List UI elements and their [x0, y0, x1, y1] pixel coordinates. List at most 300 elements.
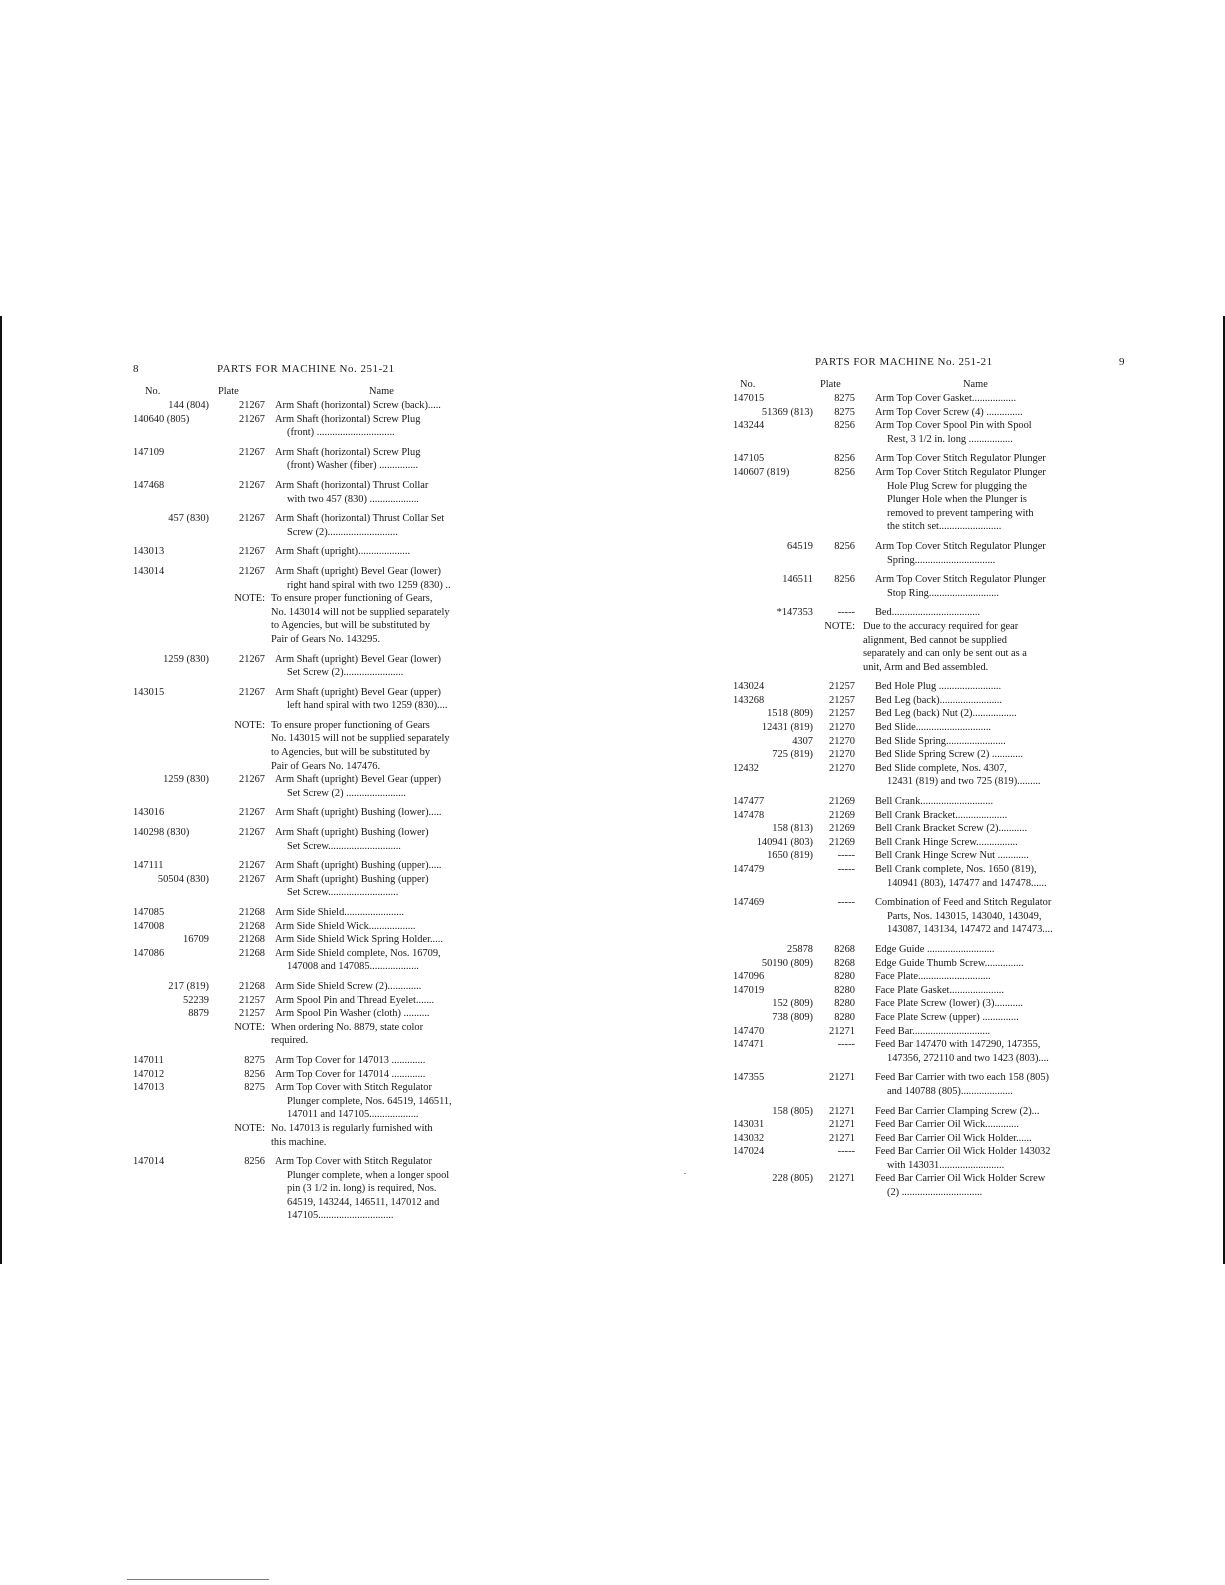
- part-name-line: Arm Top Cover Stitch Regulator Plunger: [875, 453, 1046, 465]
- part-name-line: Plunger Hole when the Plunger is: [887, 494, 1027, 506]
- note-line: Due to the accuracy required for gear: [863, 620, 1019, 632]
- plate-number: 21271: [829, 1025, 855, 1037]
- part-name-line: Arm Side Shield Wick..................: [275, 920, 416, 932]
- part-name-line: Bed Hole Plug ........................: [875, 681, 1002, 693]
- note-row: [133, 592, 533, 646]
- column-header-plate: Plate: [820, 379, 841, 390]
- part-name: [265, 1155, 533, 1223]
- column-header-plate: Plate: [218, 386, 239, 397]
- plate-number: 8256: [244, 1068, 265, 1080]
- part-name-line: the stitch set........................: [887, 521, 1002, 533]
- plate-number: 21267: [239, 860, 265, 872]
- part-name-line: Arm Spool Pin Washer (cloth) ..........: [275, 1008, 430, 1020]
- part-name-line: Feed Bar Carrier with two each 158 (805): [875, 1072, 1049, 1084]
- note-line: to Agencies, but will be substituted by: [271, 620, 431, 632]
- part-name-line: Edge Guide Thumb Screw...............: [875, 957, 1024, 969]
- plate-number: 8256: [834, 453, 855, 465]
- part-name: [855, 680, 1145, 694]
- note-line: When ordering No. 8879, state color: [271, 1021, 424, 1033]
- part-name-line: Arm Shaft (upright) Bevel Gear (upper): [275, 686, 441, 698]
- note-text: [265, 1021, 533, 1048]
- table-row: [133, 1155, 533, 1223]
- plate-number: 8275: [244, 1082, 265, 1094]
- part-name-line: Face Plate Screw (lower) (3)...........: [875, 998, 1024, 1010]
- plate-number: 21268: [239, 934, 265, 946]
- part-number: 147468: [133, 479, 165, 491]
- part-number: 143015: [133, 686, 165, 698]
- part-name-line: Feed Bar Carrier Oil Wick Holder 143032: [875, 1146, 1051, 1158]
- plate-number: 21270: [829, 722, 855, 734]
- part-name-line: Arm Shaft (upright) Bushing (lower): [275, 827, 429, 839]
- part-number: 147024: [733, 1146, 765, 1158]
- part-number: 158 (813): [772, 823, 813, 835]
- plate-number: 21268: [239, 947, 265, 959]
- part-name-line: Bed Leg (back) Nut (2).................: [875, 708, 1017, 720]
- part-name-line: Parts, Nos. 143015, 143040, 143049,: [887, 910, 1042, 922]
- table-row: [733, 896, 1145, 937]
- table-row: [133, 565, 533, 592]
- part-name-line: Arm Shaft (upright) Bevel Gear (lower): [275, 565, 441, 577]
- plate-number: 21267: [239, 446, 265, 458]
- table-row: [733, 1145, 1145, 1172]
- note-line: To ensure proper functioning of Gears,: [271, 593, 433, 605]
- part-name: [855, 1145, 1145, 1172]
- part-number: 16709: [183, 934, 209, 946]
- part-name: [855, 1172, 1145, 1199]
- table-row: [133, 512, 533, 539]
- part-number: 1259 (830): [163, 774, 209, 786]
- table-row: [133, 933, 533, 947]
- table-row: [733, 970, 1145, 984]
- plate-number: 8256: [834, 420, 855, 432]
- note-line: unit, Arm and Bed assembled.: [863, 661, 989, 673]
- part-name-line: Plunger complete, Nos. 64519, 146511,: [287, 1095, 452, 1107]
- part-number: 147012: [133, 1068, 165, 1080]
- note-text: [265, 592, 533, 646]
- part-name-line: Arm Shaft (upright) Bushing (lower).....: [275, 807, 442, 819]
- table-row: [733, 748, 1145, 762]
- part-name-line: Arm Top Cover Stitch Regulator Plunger: [875, 466, 1046, 478]
- plate-number: 8256: [834, 574, 855, 586]
- part-name-line: Set Screw...........................: [287, 887, 399, 899]
- plate-number: 21269: [829, 796, 855, 808]
- part-name: [855, 540, 1145, 567]
- part-number: 12431 (819): [761, 722, 813, 734]
- part-number: 140941 (803): [756, 836, 813, 848]
- right-page-number: 9: [1119, 356, 1125, 368]
- part-number: 25878: [787, 943, 813, 955]
- part-name-line: Arm Shaft (upright) Bushing (upper): [275, 873, 429, 885]
- plate-number: 21267: [239, 400, 265, 411]
- part-number: 143014: [133, 565, 165, 577]
- part-name-line: Combination of Feed and Stitch Regulator: [875, 897, 1052, 909]
- part-name: [855, 1038, 1145, 1065]
- part-name-line: Arm Shaft (horizontal) Thrust Collar: [275, 479, 429, 491]
- note-line: No. 143015 will not be supplied separately: [271, 733, 450, 745]
- plate-number: 21269: [829, 809, 855, 821]
- table-row: [133, 653, 533, 680]
- left-column-headers: [133, 385, 533, 399]
- part-name-line: (2) ...............................: [887, 1187, 983, 1199]
- plate-number: 21269: [829, 823, 855, 835]
- table-row: [733, 707, 1145, 721]
- part-name: [265, 947, 533, 974]
- part-name: [855, 1011, 1145, 1025]
- part-number: 158 (805): [772, 1105, 813, 1117]
- part-name-line: Feed Bar..............................: [875, 1025, 991, 1037]
- part-name: [265, 859, 533, 873]
- part-name-line: Bed Slide Spring Screw (2) ............: [875, 749, 1024, 761]
- part-name-line: Hole Plug Screw for plugging the: [887, 480, 1027, 492]
- part-name: [265, 545, 533, 559]
- left-parts-list: [133, 399, 533, 1223]
- table-row: [133, 1007, 533, 1021]
- plate-number: 21268: [239, 920, 265, 932]
- table-row: [733, 406, 1145, 420]
- table-row: [133, 947, 533, 974]
- note-row: [133, 1021, 533, 1048]
- table-row: [733, 392, 1145, 406]
- note-label: NOTE:: [234, 1122, 265, 1134]
- plate-number: 21267: [239, 479, 265, 491]
- part-name-line: 147356, 272110 and two 1423 (803)....: [887, 1052, 1049, 1064]
- part-name: [855, 809, 1145, 823]
- part-number: 147015: [733, 393, 765, 404]
- part-name-line: Bed Slide.............................: [875, 722, 992, 734]
- part-name-line: Face Plate Screw (upper) ..............: [875, 1011, 1019, 1023]
- part-name-line: Arm Shaft (upright) Bevel Gear (lower): [275, 653, 441, 665]
- note-text: [265, 1122, 533, 1149]
- note-row: [133, 719, 533, 773]
- part-name-line: Arm Side Shield Screw (2).............: [275, 980, 422, 992]
- part-name-line: Arm Side Shield complete, Nos. 16709,: [275, 947, 441, 959]
- plate-number: 21271: [829, 1132, 855, 1144]
- plate-number: 21271: [829, 1173, 855, 1185]
- column-header-name: Name: [369, 386, 394, 397]
- scan-edge-left: [0, 316, 2, 1264]
- part-name-line: Bell Crank Hinge Screw................: [875, 836, 1018, 848]
- part-name-line: Arm Shaft (upright) Bushing (upper).....: [275, 860, 442, 872]
- note-text: [265, 719, 533, 773]
- plate-number: 8280: [834, 998, 855, 1010]
- table-row: [733, 419, 1145, 446]
- part-name: [265, 994, 533, 1008]
- plate-number: 8280: [834, 984, 855, 996]
- plate-number: 8275: [244, 1054, 265, 1066]
- plate-number: 21257: [239, 1008, 265, 1020]
- part-name-line: Face Plate Gasket.....................: [875, 984, 1004, 996]
- part-name: [855, 406, 1145, 420]
- part-name-line: Arm Top Cover Stitch Regulator Plunger: [875, 574, 1046, 586]
- plate-number: 21271: [829, 1105, 855, 1117]
- plate-number: -----: [837, 850, 855, 862]
- part-number: 12432: [733, 762, 759, 774]
- table-row: [733, 1071, 1145, 1098]
- table-row: [133, 545, 533, 559]
- part-number: 140298 (830): [133, 827, 190, 839]
- note-text: [855, 620, 1145, 674]
- part-name-line: Arm Top Cover with Stitch Regulator: [275, 1156, 432, 1168]
- part-number: 147105: [733, 453, 765, 465]
- part-name-line: 143087, 143134, 147472 and 147473....: [887, 924, 1053, 936]
- part-number: 457 (830): [168, 513, 209, 525]
- part-name: [855, 694, 1145, 708]
- table-row: [733, 984, 1145, 998]
- table-row: [733, 1105, 1145, 1119]
- part-name-line: Bed Slide Spring.......................: [875, 735, 1006, 747]
- part-name-line: Spring...............................: [887, 554, 996, 566]
- note-row: [133, 1122, 533, 1149]
- table-row: [133, 873, 533, 900]
- part-name: [265, 826, 533, 853]
- part-name: [265, 1081, 533, 1122]
- plate-number: 21270: [829, 735, 855, 747]
- part-number: 143016: [133, 807, 165, 819]
- table-row: [733, 540, 1145, 567]
- part-name-line: Feed Bar Carrier Oil Wick.............: [875, 1119, 1019, 1131]
- table-row: [133, 920, 533, 934]
- part-number: 147019: [733, 984, 765, 996]
- part-number: 147096: [733, 971, 765, 983]
- part-number: 147013: [133, 1082, 165, 1094]
- plate-number: 8256: [244, 1156, 265, 1168]
- note-label: NOTE:: [234, 593, 265, 605]
- part-name: [855, 984, 1145, 998]
- part-name-line: Screw (2)...........................: [287, 526, 398, 538]
- part-name: [265, 806, 533, 820]
- part-number: 147479: [733, 864, 765, 875]
- part-number: 143013: [133, 546, 165, 558]
- table-row: [733, 466, 1145, 534]
- table-row: [733, 836, 1145, 850]
- table-row: [133, 773, 533, 800]
- part-name: [855, 606, 1145, 620]
- part-name: [265, 1068, 533, 1082]
- part-name: [265, 873, 533, 900]
- plate-number: -----: [837, 897, 855, 909]
- part-name-line: (front) ..............................: [287, 427, 395, 439]
- part-name-line: Feed Bar Carrier Oil Wick Holder......: [875, 1132, 1032, 1144]
- table-row: [133, 806, 533, 820]
- note-label: NOTE:: [234, 719, 265, 731]
- part-number: 50504 (830): [157, 873, 209, 885]
- part-name: [265, 906, 533, 920]
- part-name: [855, 822, 1145, 836]
- column-header-no: No.: [145, 386, 161, 397]
- part-number: 147477: [733, 796, 765, 808]
- part-name: [855, 721, 1145, 735]
- part-name: [855, 1071, 1145, 1098]
- table-row: [733, 721, 1145, 735]
- part-number: 8879: [188, 1008, 209, 1020]
- table-row: [733, 1025, 1145, 1039]
- plate-number: 21257: [829, 681, 855, 693]
- part-name-line: Bell Crank complete, Nos. 1650 (819),: [875, 864, 1037, 875]
- table-row: [733, 1172, 1145, 1199]
- plate-number: -----: [837, 1039, 855, 1051]
- column-header-no: No.: [740, 379, 756, 390]
- part-number: 228 (805): [772, 1173, 813, 1185]
- part-name-line: Bed Leg (back)........................: [875, 694, 1002, 706]
- part-name-line: 12431 (819) and two 725 (819).........: [887, 776, 1041, 788]
- part-number: 147469: [733, 897, 765, 909]
- part-name: [855, 1105, 1145, 1119]
- note-line: No. 143014 will not be supplied separately: [271, 606, 450, 618]
- part-name-line: 147105.............................: [287, 1210, 394, 1222]
- plate-number: 21267: [239, 565, 265, 577]
- part-number: 50190 (809): [761, 957, 813, 969]
- part-name-line: Arm Shaft (horizontal) Screw Plug: [275, 446, 421, 458]
- part-name-line: Arm Top Cover Gasket.................: [875, 393, 1017, 404]
- table-row: [733, 680, 1145, 694]
- part-name-line: Arm Shaft (horizontal) Thrust Collar Set: [275, 513, 445, 525]
- part-number: 152 (809): [772, 998, 813, 1010]
- part-number: 725 (819): [772, 749, 813, 761]
- table-row: [133, 1054, 533, 1068]
- part-number: 143032: [733, 1132, 765, 1144]
- part-number: 217 (819): [168, 980, 209, 992]
- part-name: [855, 748, 1145, 762]
- part-name-line: Bed..................................: [875, 607, 981, 619]
- part-number: 140607 (819): [733, 466, 790, 478]
- part-name: [265, 686, 533, 713]
- table-row: [133, 859, 533, 873]
- plate-number: 21257: [829, 694, 855, 706]
- plate-number: 21267: [239, 873, 265, 885]
- part-number: 143244: [733, 420, 765, 432]
- part-number: 147008: [133, 920, 165, 932]
- table-row: [133, 413, 533, 440]
- plate-number: 8280: [834, 971, 855, 983]
- part-name-line: Feed Bar Carrier Clamping Screw (2)...: [875, 1105, 1040, 1117]
- right-parts-list: [733, 392, 1145, 1200]
- part-name: [265, 446, 533, 473]
- part-name-line: 147011 and 147105...................: [287, 1109, 419, 1121]
- table-row: [133, 686, 533, 713]
- part-name: [855, 970, 1145, 984]
- plate-number: 21270: [829, 762, 855, 774]
- part-name: [265, 399, 533, 413]
- table-row: [133, 446, 533, 473]
- plate-number: 8275: [834, 406, 855, 418]
- part-name: [855, 1132, 1145, 1146]
- note-line: Pair of Gears No. 143295.: [271, 633, 381, 645]
- part-name-line: Feed Bar Carrier Oil Wick Holder Screw: [875, 1173, 1046, 1185]
- table-row: [133, 1081, 533, 1122]
- table-row: [733, 1132, 1145, 1146]
- part-name-line: Plunger complete, when a longer spool: [287, 1169, 450, 1181]
- table-row: [733, 762, 1145, 789]
- part-name: [265, 653, 533, 680]
- plate-number: 21270: [829, 749, 855, 761]
- plate-number: -----: [837, 1146, 855, 1158]
- part-name-line: left hand spiral with two 1259 (830)....: [287, 700, 448, 712]
- right-page-header: [733, 356, 1145, 378]
- scan-speck: [684, 1173, 686, 1174]
- plate-number: 8256: [834, 540, 855, 552]
- note-line: Pair of Gears No. 147476.: [271, 760, 381, 772]
- plate-number: 21271: [829, 1072, 855, 1084]
- plate-number: 8280: [834, 1011, 855, 1023]
- part-name: [855, 762, 1145, 789]
- part-name-line: with two 457 (830) ...................: [287, 493, 419, 505]
- part-name: [855, 863, 1145, 890]
- right-page-title: PARTS FOR MACHINE No. 251-21: [815, 356, 993, 368]
- part-number: *147353: [776, 607, 813, 619]
- part-name-line: Bell Crank............................: [875, 796, 994, 808]
- plate-number: -----: [837, 864, 855, 875]
- part-name-line: right hand spiral with two 1259 (830) ..: [287, 579, 451, 591]
- table-row: [733, 1011, 1145, 1025]
- note-line: to Agencies, but will be substituted by: [271, 747, 431, 759]
- note-line: To ensure proper functioning of Gears: [271, 719, 430, 731]
- note-label: NOTE:: [824, 620, 855, 632]
- plate-number: 21257: [239, 994, 265, 1006]
- part-name-line: Set Screw............................: [287, 840, 401, 852]
- part-name-line: Set Screw (2) .......................: [287, 787, 406, 799]
- part-name: [855, 1025, 1145, 1039]
- table-row: [733, 997, 1145, 1011]
- part-name: [855, 573, 1145, 600]
- column-header-name: Name: [963, 379, 988, 390]
- part-name: [265, 1007, 533, 1021]
- table-row: [133, 906, 533, 920]
- bottom-link-underline: [127, 1579, 269, 1580]
- plate-number: 21267: [239, 827, 265, 839]
- part-name-line: 64519, 143244, 146511, 147012 and: [287, 1196, 440, 1208]
- part-name-line: Arm Top Cover with Stitch Regulator: [275, 1082, 432, 1094]
- part-name-line: Arm Top Cover for 147014 .............: [275, 1068, 426, 1080]
- part-name: [265, 512, 533, 539]
- table-row: [133, 980, 533, 994]
- part-name-line: Arm Shaft (upright) Bevel Gear (upper): [275, 774, 441, 786]
- plate-number: 8268: [834, 943, 855, 955]
- part-number: 1518 (809): [767, 708, 813, 720]
- note-line: No. 147013 is regularly furnished with: [271, 1122, 433, 1134]
- part-name-line: Set Screw (2).......................: [287, 667, 404, 679]
- part-number: 146511: [782, 574, 813, 586]
- part-name-line: pin (3 1/2 in. long) is required, Nos.: [287, 1183, 437, 1195]
- plate-number: 21267: [239, 653, 265, 665]
- table-row: [733, 863, 1145, 890]
- table-row: [733, 694, 1145, 708]
- part-number: 144 (804): [168, 400, 209, 411]
- part-number: 143031: [733, 1119, 765, 1131]
- part-number: 147111: [133, 860, 164, 872]
- part-name: [855, 896, 1145, 937]
- part-name: [855, 419, 1145, 446]
- plate-number: 21257: [829, 708, 855, 720]
- part-number: 147086: [133, 947, 165, 959]
- table-row: [733, 1038, 1145, 1065]
- part-name-line: Arm Shaft (upright)....................: [275, 546, 411, 558]
- plate-number: 21269: [829, 836, 855, 848]
- part-name-line: 147008 and 147085...................: [287, 961, 419, 973]
- part-name-line: Feed Bar 147470 with 147290, 147355,: [875, 1039, 1041, 1051]
- part-name: [265, 565, 533, 592]
- note-line: this machine.: [271, 1136, 327, 1148]
- part-name-line: removed to prevent tampering with: [887, 507, 1034, 519]
- part-number: 51369 (813): [761, 406, 813, 418]
- table-row: [733, 809, 1145, 823]
- table-row: [733, 1118, 1145, 1132]
- plate-number: 21271: [829, 1119, 855, 1131]
- part-number: 1259 (830): [163, 653, 209, 665]
- table-row: [733, 943, 1145, 957]
- part-name-line: Arm Side Shield.......................: [275, 907, 405, 918]
- part-name: [855, 707, 1145, 721]
- note-line: required.: [271, 1035, 309, 1047]
